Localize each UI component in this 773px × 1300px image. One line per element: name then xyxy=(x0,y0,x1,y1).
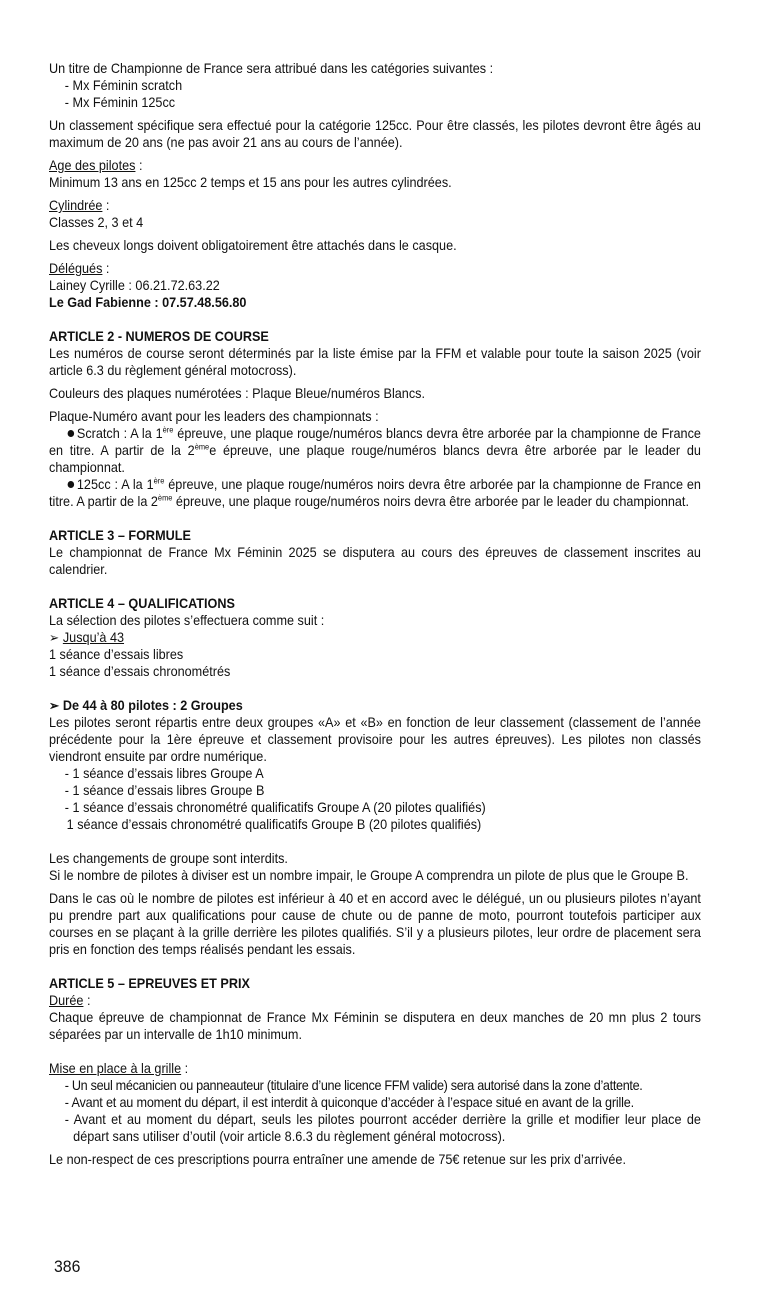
art4-paragraph: La sélection des pilotes s’effectuera comme suit : xyxy=(49,613,325,628)
delegue-line: Lainey Cyrille : 06.21.72.63.22 xyxy=(49,278,220,293)
grille-rule: - Avant et au moment du départ, seuls les pilotes pourront accéder derrière la grille et modifier leur place de départ sans utiliser d’outil (voir article 8.6.3 du règlement général motocross). xyxy=(64,1112,701,1144)
grille-rule: - Un seul mécanicien ou panneauteur (titulaire d’une licence FFM valide) sera autorisé dans la zone d’attente. xyxy=(64,1078,643,1093)
category-item: - Mx Féminin 125cc xyxy=(64,95,176,110)
delegues-label-line: Délégués : xyxy=(49,261,110,276)
bullet-125cc: 125cc : A la 1ère épreuve, une plaque rouge/numéros noirs devra être arborée par la championne de France en titre. A partir de la 2ème épreuve, une plaque rouge/numéros noirs devra être arborée par le leader du championnat. xyxy=(49,476,701,509)
groupe-item: - 1 séance d’essais libres Groupe B xyxy=(64,783,265,798)
cas-paragraph: Dans le cas où le nombre de pilotes est inférieur à 40 et en accord avec le délégué, un ou plusieurs pilotes n’ayant pu prendre part aux qualifications pour cause de chute ou de panne de moto, pourront toutefois participer aux courses en se plaçant à la grille derrière les pilotes qualifiés. S’il y a plusieurs pilotes, leur ordre de placement sera pris en fonction des temps réalisés pendant les essais. xyxy=(49,891,701,957)
document-page xyxy=(49,60,701,1168)
duree-label: Durée xyxy=(49,993,84,1008)
delegue-line: Le Gad Fabienne : 07.57.48.56.80 xyxy=(49,295,247,310)
cylindree-label: Cylindrée xyxy=(49,198,103,213)
bullet-scratch: Scratch : A la 1ère épreuve, une plaque rouge/numéros blancs devra être arborée par la championne de France en titre. A partir de la 2èmee épreuve, une plaque rouge/numéros blancs devra être arborée par le leader du championnat. xyxy=(49,425,701,475)
intro-title: Un titre de Championne de France sera attribué dans les catégories suivantes : xyxy=(49,61,494,76)
duree-text: Chaque épreuve de championnat de France Mx Féminin se disputera en deux manches de 20 mn plus 2 tours séparées par un intervalle de 1h10 minimum. xyxy=(49,1010,701,1042)
cylindree-text: Classes 2, 3 et 4 xyxy=(49,215,144,230)
article-4-heading: ARTICLE 4 – QUALIFICATIONS xyxy=(49,596,235,611)
art2-paragraph: Les numéros de course seront déterminés par la liste émise par la FFM et valable pour toute la saison 2025 (voir article 6.3 du règlement général motocross). xyxy=(49,346,701,378)
cylindree-label-line: Cylindrée : xyxy=(49,198,110,213)
impair-text: Si le nombre de pilotes à diviser est un nombre impair, le Groupe A comprendra un pilote de plus que le Groupe B. xyxy=(49,868,689,883)
age-label: Age des pilotes xyxy=(49,158,136,173)
category-item: - Mx Féminin scratch xyxy=(64,78,183,93)
article-3-heading: ARTICLE 3 – FORMULE xyxy=(49,528,191,543)
art3-paragraph: Le championnat de France Mx Féminin 2025 se disputera au cours des épreuves de classement inscrites au calendrier. xyxy=(49,545,701,577)
article-5-heading: ARTICLE 5 – EPREUVES ET PRIX xyxy=(49,976,250,991)
cheveux-text: Les cheveux longs doivent obligatoirement être attachés dans le casque. xyxy=(49,238,457,253)
groupes-heading: ➢ De 44 à 80 pilotes : 2 Groupes xyxy=(49,698,243,713)
groupes-paragraph: Les pilotes seront répartis entre deux groupes «A» et «B» en fonction de leur classement (classement de l’année précédente pour la 1ère épreuve et classement provisoire pour les autres épreuves). Les pilotes non classés viendront ensuite par ordre numérique. xyxy=(49,715,701,764)
bullet-dot-icon xyxy=(68,481,75,488)
right-arrow-icon: ➢ xyxy=(49,630,60,645)
groupe-item: 1 séance d’essais chronométré qualificatifs Groupe B (20 pilotes qualifiés) xyxy=(66,817,482,832)
groupe-item: - 1 séance d’essais chronométré qualificatifs Groupe A (20 pilotes qualifiés) xyxy=(64,800,486,815)
classement-paragraph: Un classement spécifique sera effectué pour la catégorie 125cc. Pour être classés, les pilotes devront être âgés au maximum de 20 ans (ne pas avoir 21 ans au cours de l’année). xyxy=(49,118,701,150)
duree-label-line: Durée : xyxy=(49,993,91,1008)
seance-line: 1 séance d’essais chronométrés xyxy=(49,664,231,679)
grille-label: Mise en place à la grille xyxy=(49,1061,182,1076)
article-2-heading: ARTICLE 2 - NUMEROS DE COURSE xyxy=(49,329,269,344)
amende-text: Le non-respect de ces prescriptions pourra entraîner une amende de 75€ retenue sur les prix d’arrivée. xyxy=(49,1152,626,1167)
page-number: 386 xyxy=(54,1257,81,1276)
seance-line: 1 séance d’essais libres xyxy=(49,647,184,662)
groupe-item: - 1 séance d’essais libres Groupe A xyxy=(64,766,264,781)
jusqu-line: ➢ Jusqu’à 43 xyxy=(49,630,125,645)
right-arrow-icon: ➢ xyxy=(49,698,60,713)
bullet-dot-icon xyxy=(68,430,75,437)
delegues-label: Délégués xyxy=(49,261,103,276)
age-label-line: Age des pilotes : xyxy=(49,158,143,173)
age-text: Minimum 13 ans en 125cc 2 temps et 15 ans pour les autres cylindrées. xyxy=(49,175,452,190)
grille-rule: - Avant et au moment du départ, il est interdit à quiconque d’accéder à l’espace situé en avant de la grille. xyxy=(64,1095,634,1110)
art2-paragraph: Plaque-Numéro avant pour les leaders des championnats : xyxy=(49,409,379,424)
art2-paragraph: Couleurs des plaques numérotées : Plaque Bleue/numéros Blancs. xyxy=(49,386,425,401)
changement-text: Les changements de groupe sont interdits. xyxy=(49,851,288,866)
grille-label-line: Mise en place à la grille : xyxy=(49,1061,189,1076)
